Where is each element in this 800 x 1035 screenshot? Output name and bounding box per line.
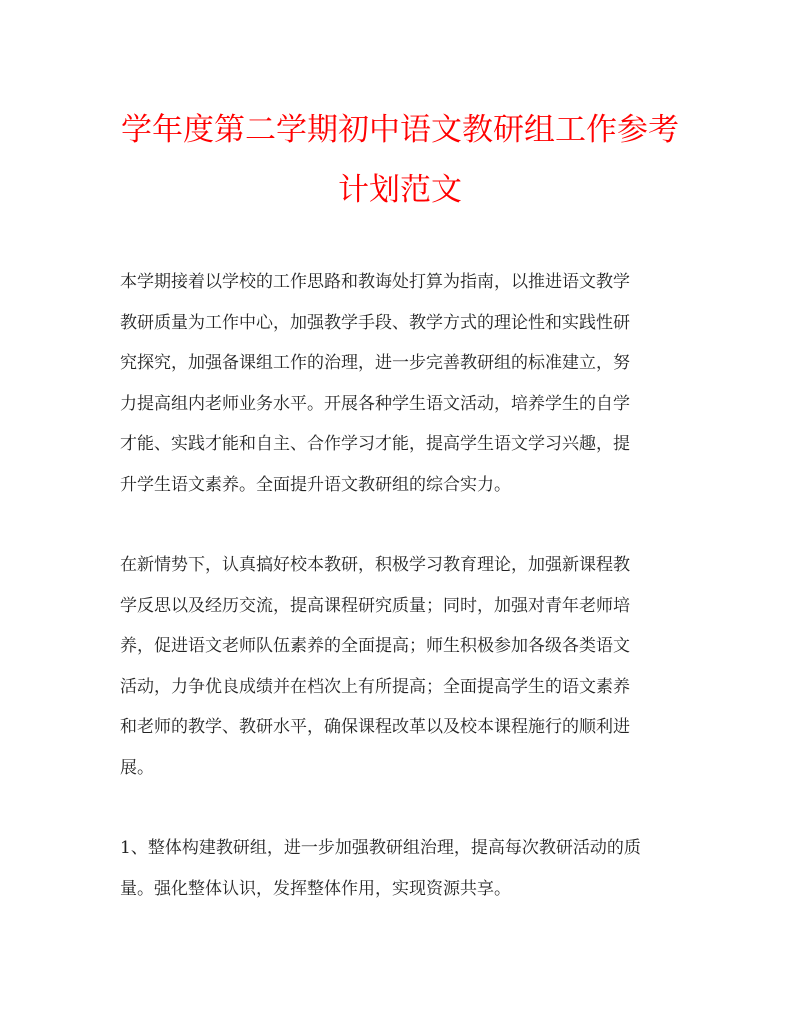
paragraph-line: 和老师的教学、教研水平，确保课程改革以及校本课程施行的顺利进 <box>120 717 630 737</box>
paragraph-line: 教研质量为工作中心，加强教学手段、教学方式的理论性和实践性研 <box>120 312 630 333</box>
paragraph-intro <box>120 262 680 505</box>
paragraph-line: 才能、实践才能和自主、合作学习才能，提高学生语文学习兴趣，提 <box>120 434 630 454</box>
paragraph-item-1 <box>120 828 680 909</box>
document-title-line-1: 学年度第二学期初中语文教研组工作参考 <box>121 112 679 148</box>
paragraph-goals <box>120 545 680 788</box>
paragraph-line: 量。强化整体认识，发挥整体作用，实现资源共享。 <box>120 878 511 899</box>
document-title-line-2: 计划范文 <box>338 172 462 208</box>
paragraph-line: 展。 <box>120 757 154 778</box>
paragraph-line: 在新情势下，认真搞好校本教研，积极学习教育理论，加强新课程教 <box>120 555 630 575</box>
paragraph-line: 究探究，加强备课组工作的治理，进一步完善教研组的标准建立，努 <box>120 353 630 373</box>
paragraph-line: 养，促进语文老师队伍素养的全面提高；师生积极参加各级各类语文 <box>120 636 630 656</box>
paragraph-line: 本学期接着以学校的工作思路和教诲处打算为指南，以推进语文教学 <box>120 272 630 292</box>
paragraph-line: 升学生语文素养。全面提升语文教研组的综合实力。 <box>120 474 511 495</box>
paragraph-line: 学反思以及经历交流，提高课程研究质量；同时，加强对青年老师培 <box>120 595 630 616</box>
paragraph-line: 活动，力争优良成绩并在档次上有所提高；全面提高学生的语文素养 <box>120 676 630 697</box>
paragraph-line: 力提高组内老师业务水平。开展各种学生语文活动，培养学生的自学 <box>120 393 630 414</box>
paragraph-line: 1、整体构建教研组，进一步加强教研组治理，提高每次教研活动的质 <box>120 838 641 858</box>
